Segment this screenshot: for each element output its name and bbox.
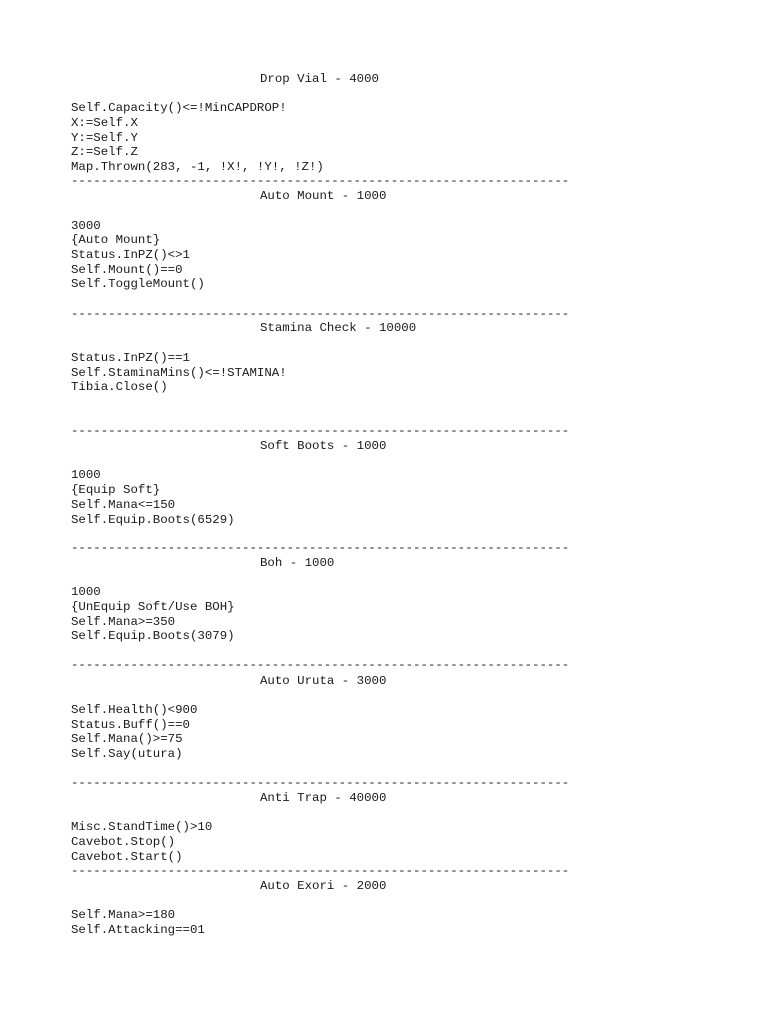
code-line: X:=Self.X [71, 116, 138, 130]
code-line: Y:=Self.Y [71, 131, 138, 145]
separator-line: ------------------------------------------------------------------- [71, 776, 570, 790]
section-title-auto-exori: Auto Exori - 2000 [260, 879, 387, 893]
code-line: Self.Attacking==01 [71, 923, 205, 937]
code-line: Self.Capacity()<=!MinCAPDROP! [71, 101, 287, 115]
section-title-auto-mount: Auto Mount - 1000 [260, 189, 387, 203]
code-line: Self.Mana<=150 [71, 498, 176, 512]
separator-line: ------------------------------------------------------------------- [71, 424, 570, 438]
section-title-boh: Boh - 1000 [260, 556, 335, 570]
code-line: {Equip Soft} [71, 483, 161, 497]
section-title-auto-uruta: Auto Uruta - 3000 [260, 674, 387, 688]
section-title-drop-vial: Drop Vial - 4000 [260, 72, 379, 86]
code-line: Self.Mana>=350 [71, 615, 176, 629]
separator-line: ------------------------------------------------------------------- [71, 307, 570, 321]
code-line: 3000 [71, 219, 101, 233]
code-line: {UnEquip Soft/Use BOH} [71, 600, 235, 614]
code-line: Status.InPZ()<>1 [71, 248, 190, 262]
section-title-anti-trap: Anti Trap - 40000 [260, 791, 387, 805]
code-line: Self.Health()<900 [71, 703, 198, 717]
code-line: Self.Mana()>=75 [71, 732, 183, 746]
code-line: Cavebot.Start() [71, 850, 183, 864]
code-line: Self.StaminaMins()<=!STAMINA! [71, 366, 287, 380]
section-title-stamina-check: Stamina Check - 10000 [260, 321, 417, 335]
code-line: Self.ToggleMount() [71, 277, 205, 291]
code-line: Cavebot.Stop() [71, 835, 176, 849]
code-line: Self.Equip.Boots(3079) [71, 629, 235, 643]
code-line: 1000 [71, 468, 101, 482]
separator-line: ------------------------------------------------------------------- [71, 174, 570, 188]
code-line: Tibia.Close() [71, 380, 168, 394]
code-line: Self.Mana>=180 [71, 908, 176, 922]
code-line: Status.InPZ()==1 [71, 351, 190, 365]
separator-line: ------------------------------------------------------------------- [71, 864, 570, 878]
separator-line: ------------------------------------------------------------------- [71, 658, 570, 672]
code-line: Self.Equip.Boots(6529) [71, 513, 235, 527]
code-line: Self.Say(utura) [71, 747, 183, 761]
code-line: Z:=Self.Z [71, 145, 138, 159]
code-line: Status.Buff()==0 [71, 718, 190, 732]
code-line: Misc.StandTime()>10 [71, 820, 213, 834]
code-line: {Auto Mount} [71, 233, 161, 247]
section-title-soft-boots: Soft Boots - 1000 [260, 439, 387, 453]
code-line: 1000 [71, 585, 101, 599]
code-line: Self.Mount()==0 [71, 263, 183, 277]
code-line: Map.Thrown(283, -1, !X!, !Y!, !Z!) [71, 160, 324, 174]
separator-line: ------------------------------------------------------------------- [71, 541, 570, 555]
